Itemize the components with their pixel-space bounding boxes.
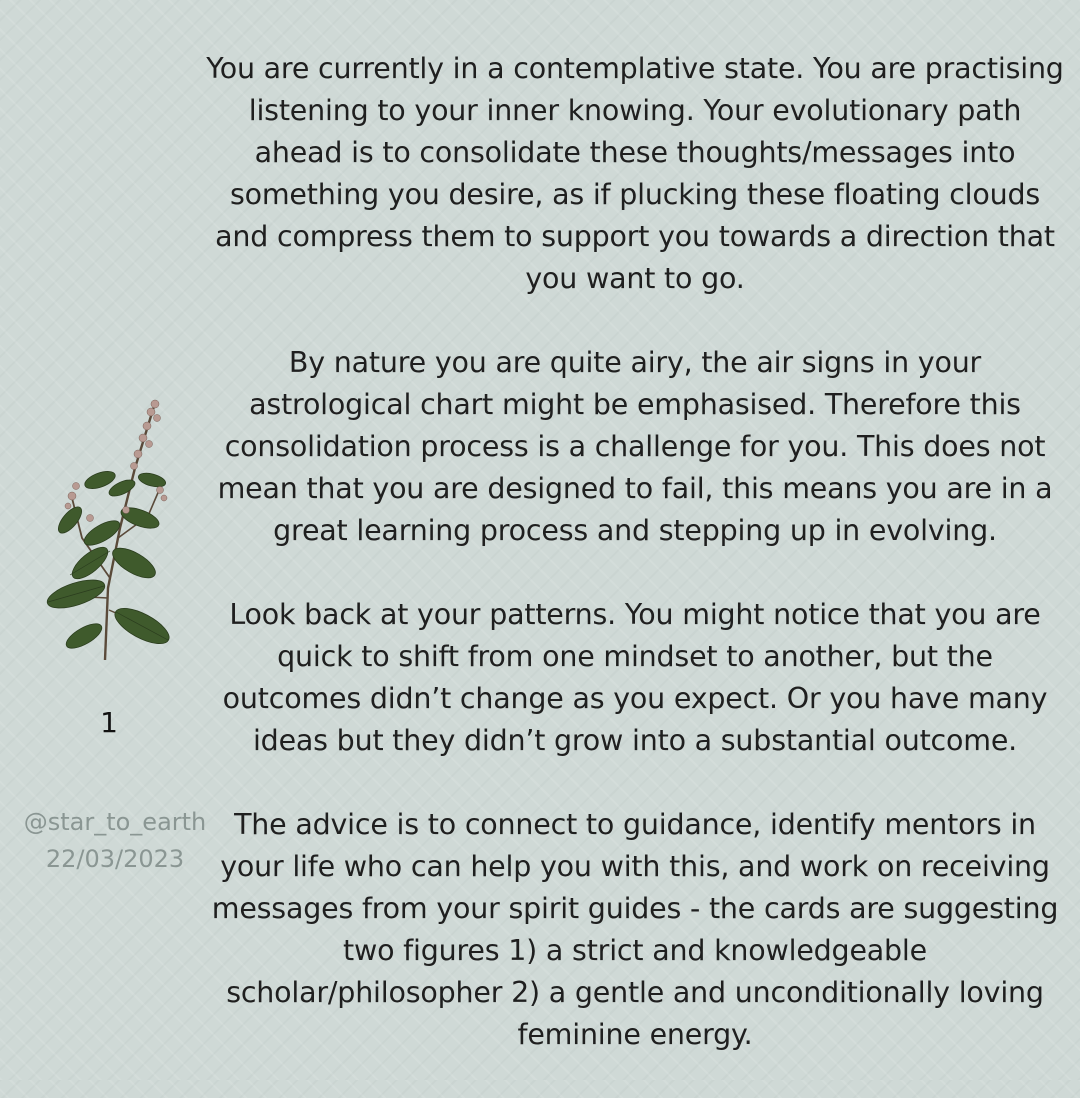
reading-text xyxy=(205,48,1065,1098)
author-handle: @star_to_earth xyxy=(23,808,207,836)
reading-paragraph-3: Look back at your patterns. You might notice that you are quick to shift from one mindset to another, but the outcomes didn’t change as you expect. Or you have many ideas but they didn’t grow into a substantial outcome. xyxy=(222,598,1048,757)
reading-paragraph-1: You are currently in a contemplative state. You are practising listening to your inner knowing. Your evolutionary path ahead is to consolidate these thoughts/messages into something you desire, as if plucking these floating clouds and compress them to support you towards a direction that you want to go. xyxy=(206,52,1064,295)
post-date: 22/03/2023 xyxy=(45,845,185,873)
mint-plant-illustration xyxy=(30,388,190,668)
card-number: 1 xyxy=(100,706,118,739)
reading-paragraph-4: The advice is to connect to guidance, identify mentors in your life who can help you with this, and work on receiving messages from your spirit guides - the cards are suggesting two figures 1) a strict and knowledgeable scholar/philosopher 2) a gentle and unconditionally loving feminine energy. xyxy=(211,808,1059,1051)
reading-paragraph-2: By nature you are quite airy, the air signs in your astrological chart might be emphasised. Therefore this consolidation process is a challenge for you. This does not mean that you are designed to fail, this means you are in a great learning process and stepping up in evolving. xyxy=(217,346,1053,547)
